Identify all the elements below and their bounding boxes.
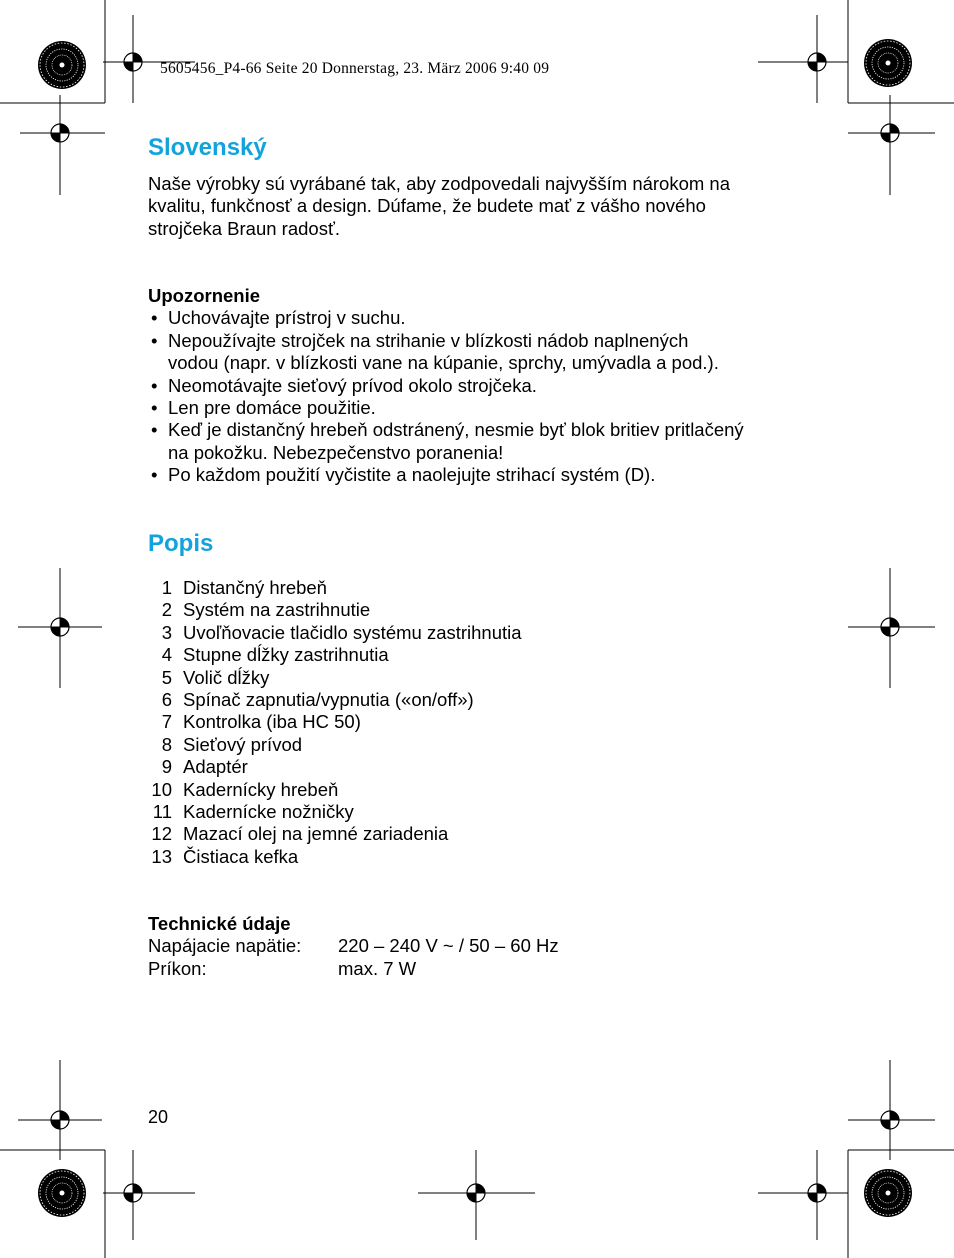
part-name: Spínač zapnutia/vypnutia («on/off») (183, 689, 474, 711)
parts-list (148, 577, 522, 868)
part-item (148, 846, 522, 868)
part-item (148, 622, 522, 644)
part-item (148, 801, 522, 823)
warning-item (148, 419, 744, 464)
part-item (148, 756, 522, 778)
warning-text: Uchovávajte prístroj v suchu. (168, 307, 406, 329)
spec-value: 220 – 240 V ~ / 50 – 60 Hz (338, 935, 559, 957)
part-number: 7 (161, 711, 172, 733)
part-name: Adaptér (183, 756, 248, 778)
part-number: 4 (161, 644, 172, 666)
bullet-point: • (151, 464, 158, 486)
warning-item (148, 307, 744, 329)
part-item (148, 599, 522, 621)
warning-text: Po každom použití vyčistite a naolejujte strihací systém (D). (168, 464, 656, 486)
intro-line: strojčeka Braun radosť. (148, 217, 341, 239)
part-number: 9 (161, 756, 172, 778)
page-number: 20 (148, 1107, 169, 1127)
warning-item (148, 397, 744, 419)
part-number: 2 (161, 599, 172, 621)
part-name: Systém na zastrihnutie (183, 599, 371, 621)
warning-text: Nepoužívajte strojček na strihanie v blízkosti nádob naplnených (168, 329, 689, 351)
bullet-point: • (151, 307, 158, 329)
part-name: Čistiaca kefka (183, 845, 299, 867)
spec-value: max. 7 W (338, 957, 417, 979)
warning-item (148, 330, 744, 375)
technical-data (148, 913, 559, 980)
part-number: 5 (161, 666, 172, 688)
print-slug-line: 5605456_P4-66 Seite 20 Donnerstag, 23. März 2006 9:40 09 (160, 60, 550, 77)
part-number: 6 (161, 689, 172, 711)
part-item (148, 644, 522, 666)
spec-row-voltage (148, 935, 559, 957)
bullet-point: • (151, 419, 158, 441)
warning-text: Len pre domáce použitie. (168, 397, 376, 419)
part-item (148, 711, 522, 733)
intro-line: kvalitu, funkčnosť a design. Dúfame, že budete mať z vášho nového (148, 195, 706, 217)
warnings-section (148, 285, 744, 487)
part-name: Kadernícky hrebeň (183, 778, 339, 800)
warning-item (148, 464, 744, 486)
part-number: 11 (152, 801, 172, 823)
spec-label: Príkon: (148, 957, 207, 979)
part-name: Distančný hrebeň (183, 577, 327, 598)
part-number: 12 (151, 823, 172, 845)
section-heading-slovensky: Slovenský (148, 134, 267, 161)
intro-line: Naše výrobky sú vyrábané tak, aby zodpovedali najvyšším nárokom na (148, 173, 731, 194)
warning-text: vodou (napr. v blízkosti vane na kúpanie, sprchy, umývadla a pod.). (168, 352, 719, 374)
part-item (148, 577, 522, 599)
warning-text: Neomotávajte sieťový prívod okolo strojčeka. (168, 374, 537, 396)
part-item (148, 667, 522, 689)
intro-paragraph (148, 173, 730, 240)
warning-text: Keď je distančný hrebeň odstránený, nesmie byť blok britiev pritlačený (168, 419, 744, 441)
part-item (148, 779, 522, 801)
part-number: 10 (151, 778, 172, 800)
part-item (148, 689, 522, 711)
spec-label: Napájacie napätie: (148, 935, 302, 957)
part-number: 3 (161, 621, 172, 643)
bullet-point: • (151, 397, 158, 419)
part-number: 8 (161, 733, 172, 755)
part-number: 1 (161, 577, 172, 598)
part-name: Volič dĺžky (183, 666, 270, 688)
warning-item (148, 375, 744, 397)
part-number: 13 (151, 845, 172, 867)
part-item (148, 734, 522, 756)
part-item (148, 823, 522, 845)
technical-data-heading: Technické údaje (148, 913, 291, 934)
part-name: Uvoľňovacie tlačidlo systému zastrihnutia (183, 621, 522, 643)
part-name: Mazací olej na jemné zariadenia (183, 823, 449, 845)
part-name: Stupne dĺžky zastrihnutia (183, 644, 389, 666)
part-name: Kontrolka (iba HC 50) (183, 711, 361, 733)
section-heading-popis: Popis (148, 530, 214, 557)
spec-row-power (148, 958, 559, 980)
warnings-heading: Upozornenie (148, 285, 261, 306)
parts-description (148, 577, 522, 868)
bullet-point: • (151, 374, 158, 396)
warnings-list (148, 307, 744, 486)
part-name: Sieťový prívod (183, 733, 303, 755)
bullet-point: • (151, 329, 158, 351)
part-name: Kadernícke nožničky (183, 801, 354, 823)
warning-text: na pokožku. Nebezpečenstvo poranenia! (168, 441, 504, 463)
